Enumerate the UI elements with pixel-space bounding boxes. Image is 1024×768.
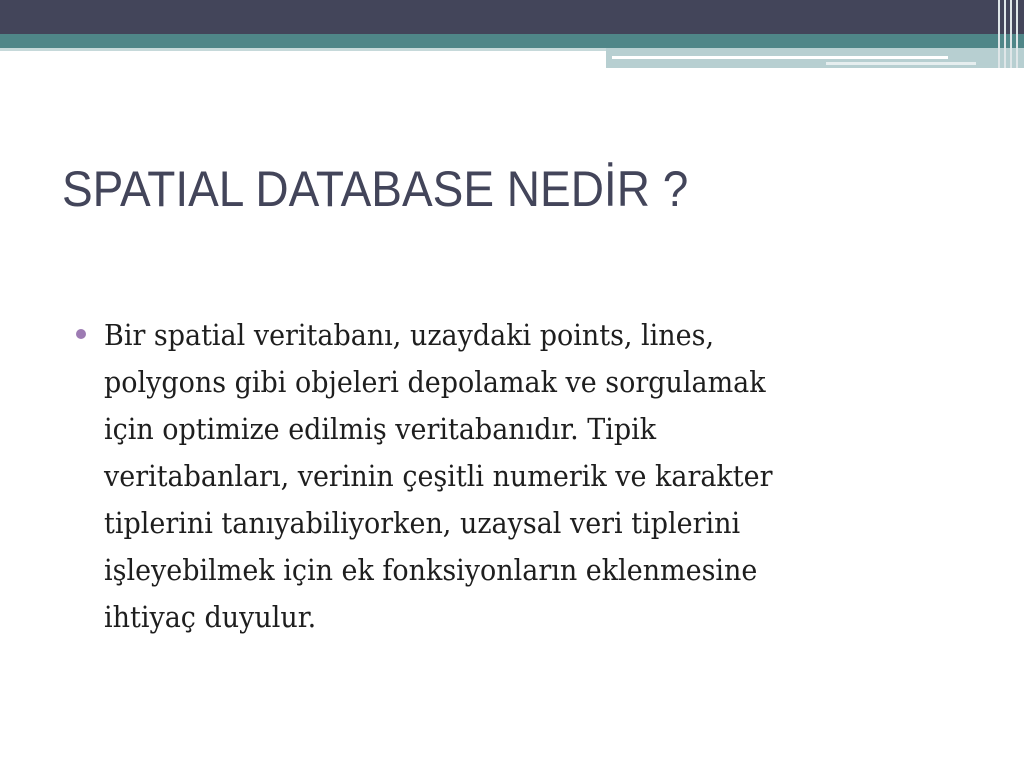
- slide-title: SPATIAL DATABASE NEDİR ?: [62, 161, 689, 217]
- bullet-dot-icon: [76, 329, 86, 339]
- bullet-line: veritabanları, verinin çeşitli numerik ve karakter: [104, 459, 773, 493]
- bullet-line: tiplerini tanıyabiliyorken, uzaysal veri tiplerini: [104, 506, 741, 540]
- header-vertical-stripes: [994, 0, 1024, 68]
- bullet-line: ihtiyaç duyulur.: [104, 600, 317, 634]
- bullet-list: [74, 312, 974, 641]
- bullet-line: için optimize edilmiş veritabanıdır. Tipik: [104, 412, 657, 446]
- header-dark-band: [0, 0, 1024, 34]
- bullet-item: [74, 312, 974, 641]
- bullet-line: polygons gibi objeleri depolamak ve sorgulamak: [104, 365, 766, 399]
- header-teal-band: [0, 34, 1024, 48]
- header-light-stripe: [0, 48, 608, 51]
- bullet-line: işleyebilmek için ek fonksiyonların eklenmesine: [104, 553, 758, 587]
- header-white-line-short: [826, 62, 976, 65]
- header-white-line: [612, 56, 948, 59]
- bullet-line: Bir spatial veritabanı, uzaydaki points, lines,: [104, 318, 715, 352]
